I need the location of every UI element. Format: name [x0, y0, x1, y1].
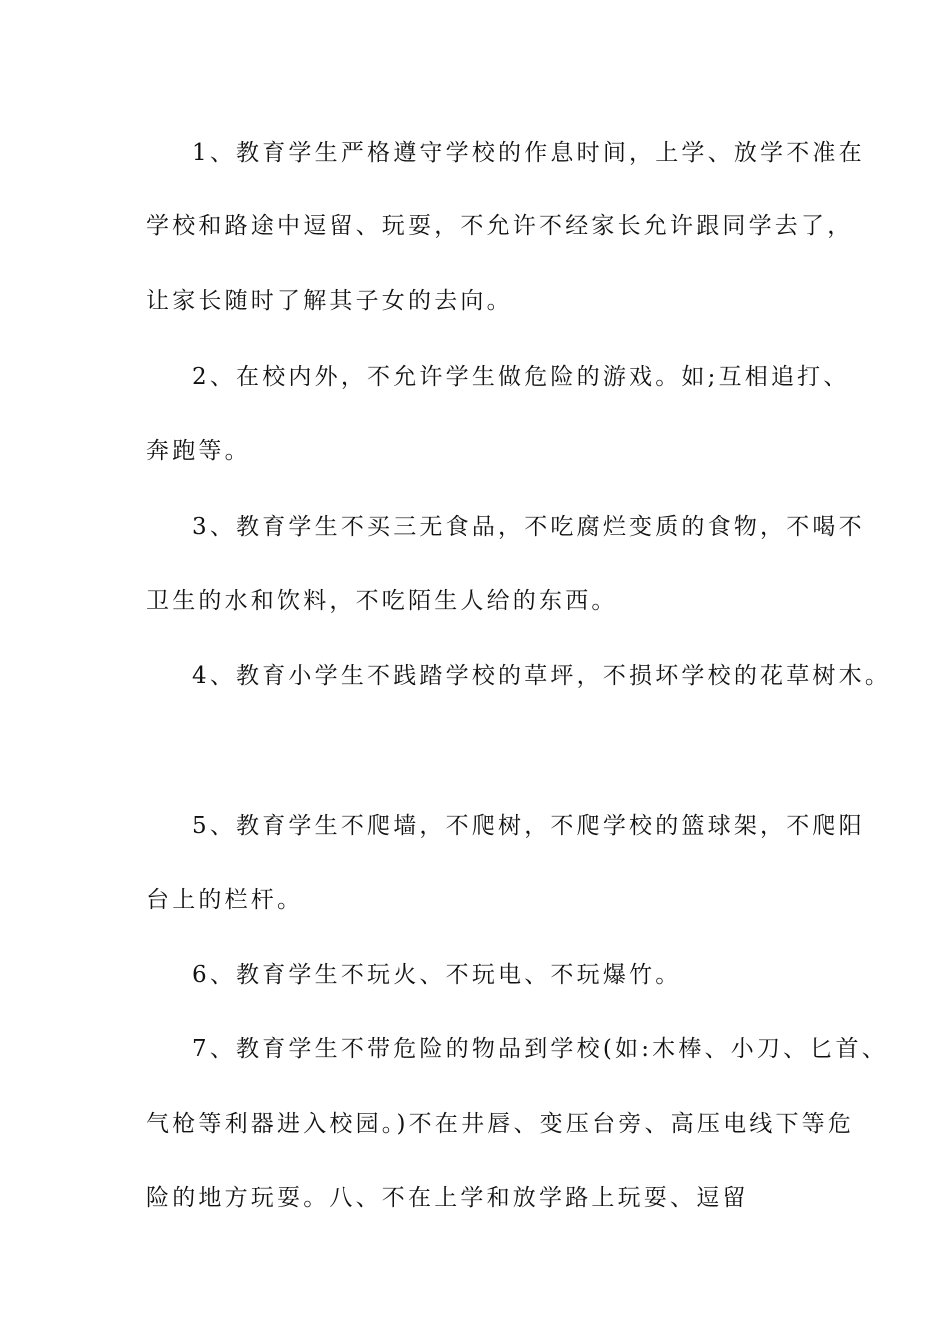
rule-2-line-2: 奔跑等。: [146, 438, 251, 464]
rule-3-line-2: 卫生的水和饮料，不吃陌生人给的东西。: [146, 588, 618, 614]
rule-7-line-1: 7、教育学生不带危险的物品到学校(如:木棒、小刀、匕首、: [192, 1036, 888, 1062]
rule-7-line-3: 险的地方玩耍。八、不在上学和放学路上玩耍、逗留: [146, 1185, 749, 1211]
rule-7-line-2: 气枪等利器进入校园。)不在井唇、变压台旁、高压电线下等危: [146, 1111, 855, 1137]
rule-4-line-1: 4、教育小学生不践踏学校的草坪，不损坏学校的花草树木。: [192, 663, 892, 689]
rule-3-line-1: 3、教育学生不买三无食品，不吃腐烂变质的食物，不喝不: [192, 514, 865, 540]
rule-5-line-1: 5、教育学生不爬墙，不爬树，不爬学校的篮球架，不爬阳: [192, 813, 865, 839]
rule-2-line-1: 2、在校内外，不允许学生做危险的游戏。如;互相追打、: [192, 364, 850, 390]
rule-1-line-2: 学校和路途中逗留、玩耍，不允许不经家长允许跟同学去了，: [146, 213, 854, 239]
rule-5-line-2: 台上的栏杆。: [146, 887, 304, 913]
rule-1-line-3: 让家长随时了解其子女的去向。: [146, 288, 513, 314]
rule-1-line-1: 1、教育学生严格遵守学校的作息时间，上学、放学不准在: [192, 140, 865, 166]
rule-6-line-1: 6、教育学生不玩火、不玩电、不玩爆竹。: [192, 962, 682, 988]
